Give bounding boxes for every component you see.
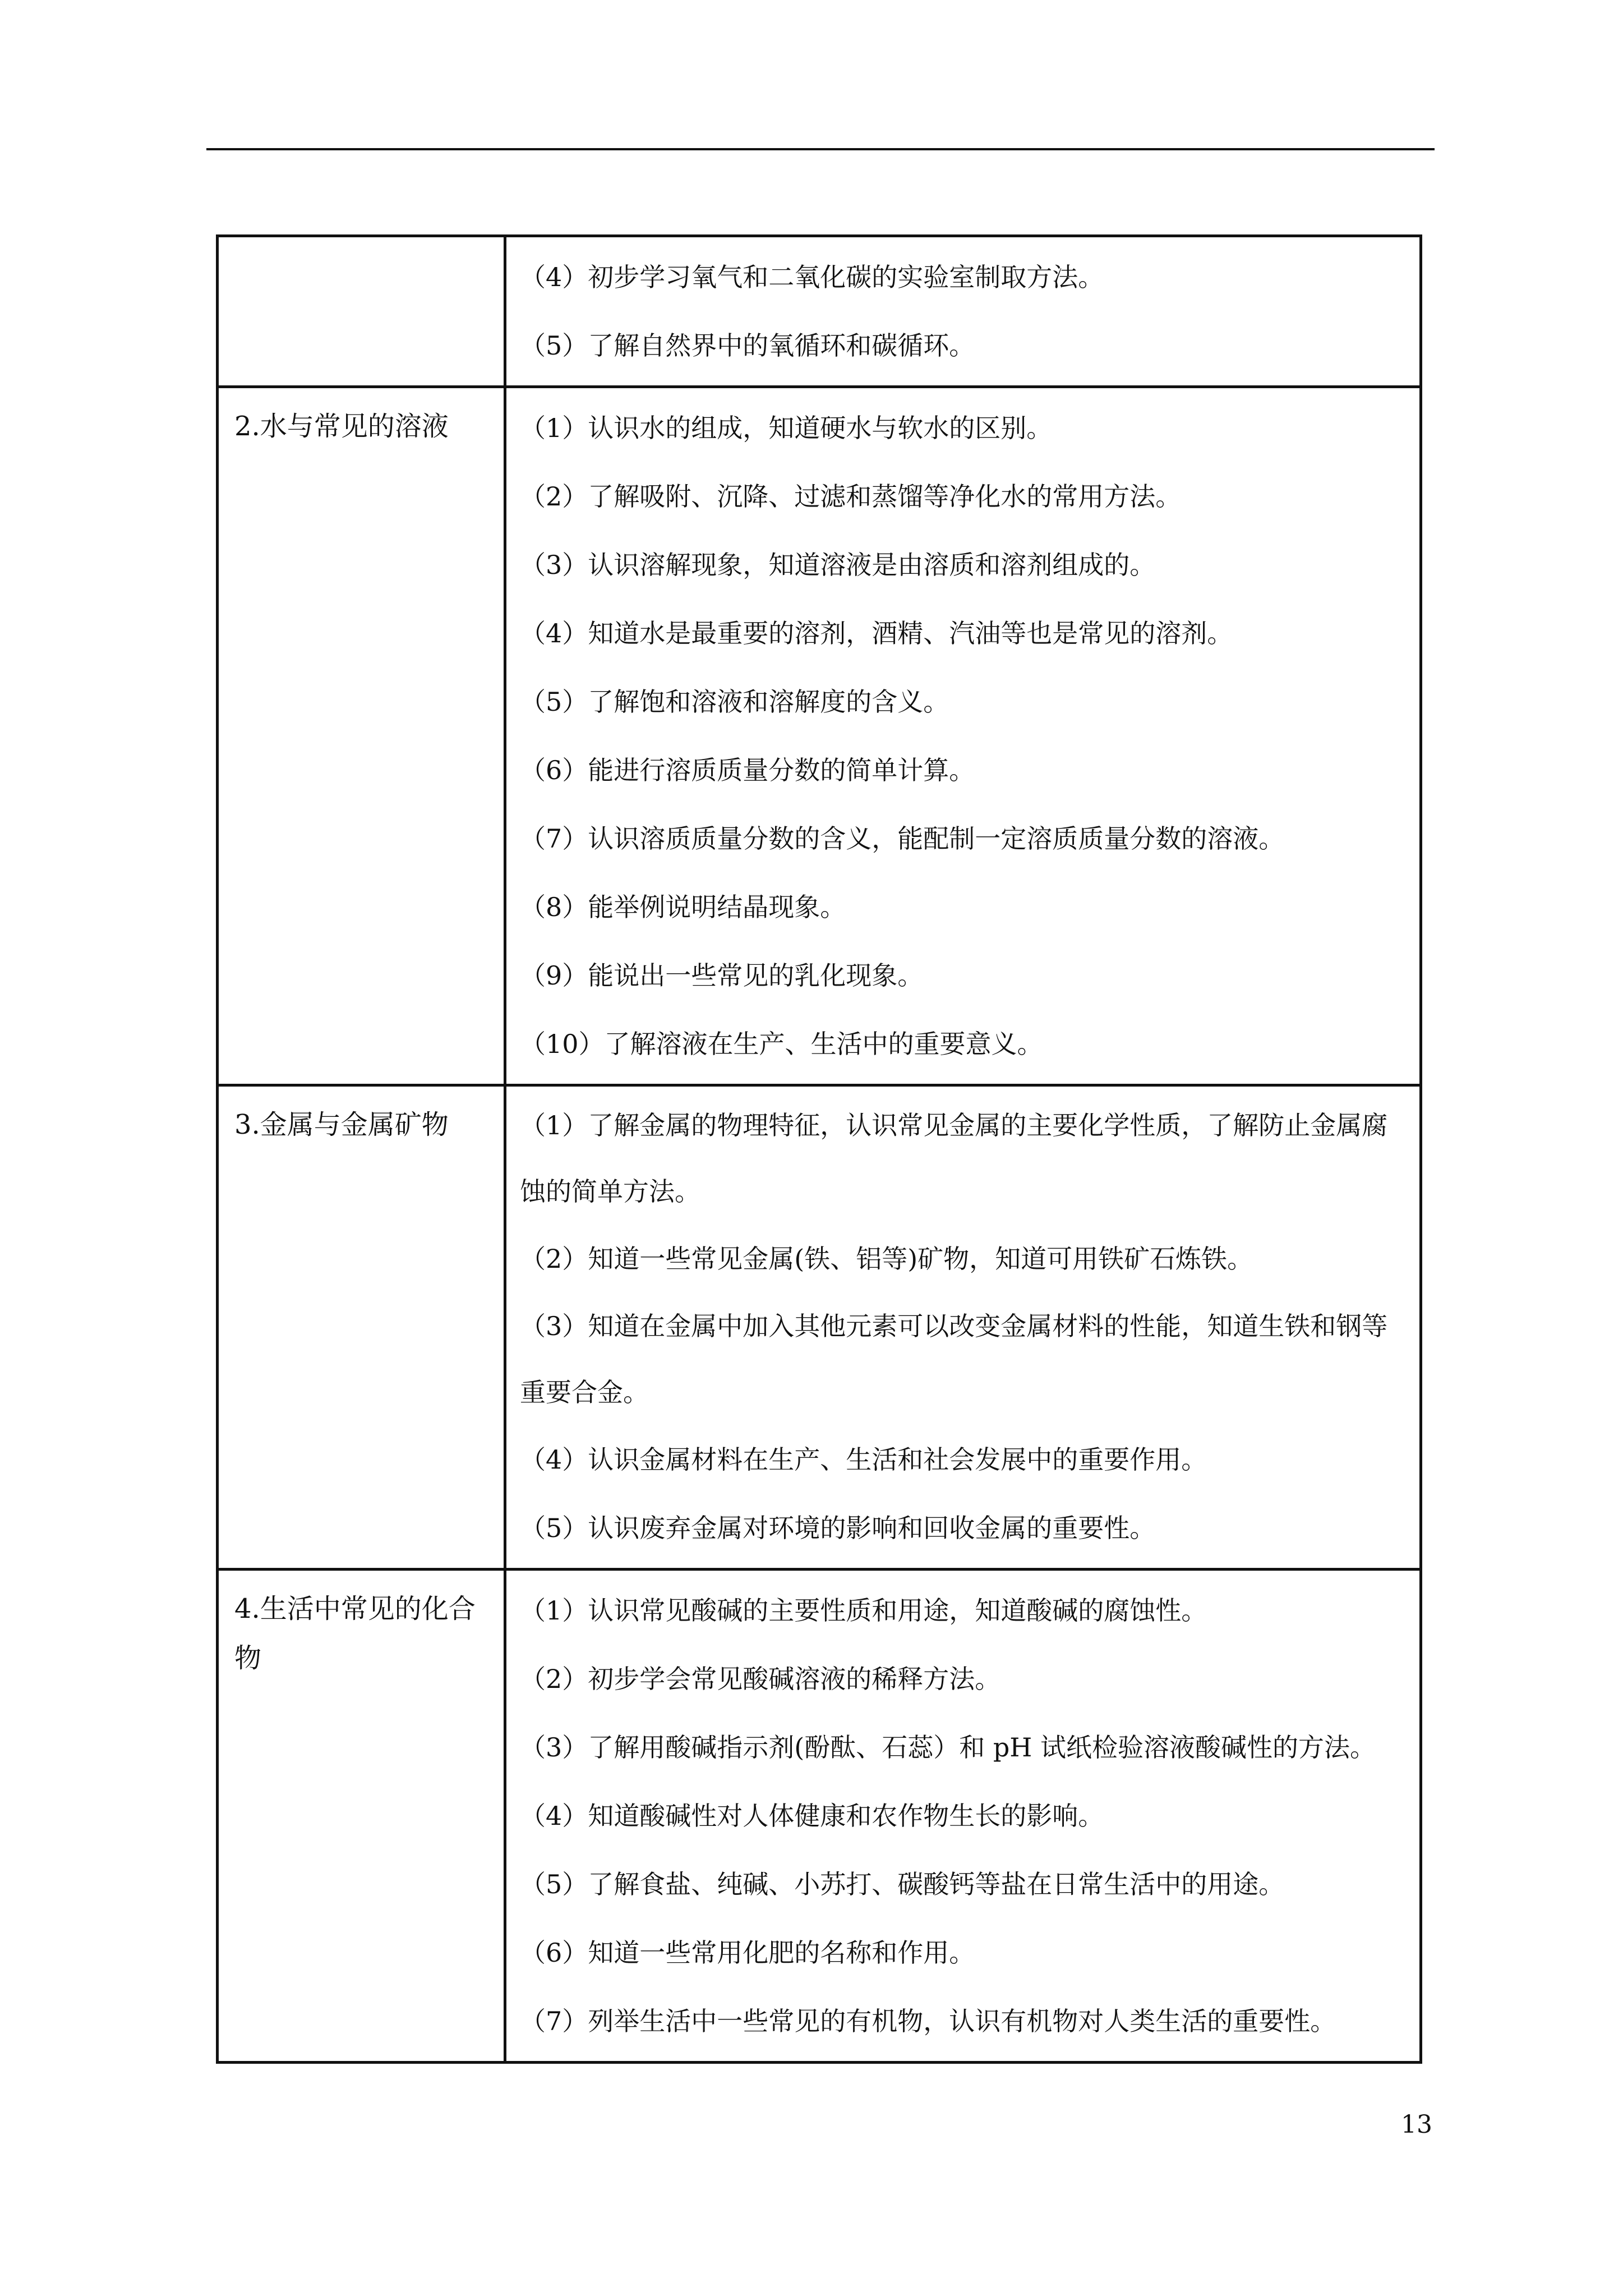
items-cell (505, 387, 1421, 1085)
page-number: 13 (1401, 2110, 1432, 2139)
list-item: （5）了解自然界中的氧循环和碳循环。 (520, 330, 975, 361)
list-item: （1）认识常见酸碱的主要性质和用途，知道酸碱的腐蚀性。 (520, 1595, 1207, 1626)
list-item: （5）了解饱和溶液和溶解度的含义。 (520, 687, 949, 717)
list-item: （5）认识废弃金属对环境的影响和回收金属的重要性。 (520, 1513, 1156, 1543)
list-item: （9）能说出一些常见的乳化现象。 (520, 960, 924, 991)
list-item: （2）知道一些常见金属(铁、铝等)矿物，知道可用铁矿石炼铁。 (520, 1244, 1253, 1274)
list-item: （1）认识水的组成，知道硬水与软水的区别。 (520, 413, 1053, 443)
list-item: （8）能举例说明结晶现象。 (520, 892, 846, 922)
table-row (218, 387, 1421, 1085)
topic-cell: 4.生活中常见的化合物 (218, 1570, 505, 2063)
curriculum-standards-table (216, 234, 1422, 2064)
list-item: （1）了解金属的物理特征，认识常见金属的主要化学性质，了解防止金属腐蚀的简单方法。 (520, 1110, 1388, 1207)
list-item: （3）知道在金属中加入其他元素可以改变金属材料的性能，知道生铁和钢等重要合金。 (520, 1311, 1388, 1407)
list-item: （4）初步学习氧气和二氧化碳的实验室制取方法。 (520, 262, 1104, 292)
items-cell (505, 1085, 1421, 1570)
list-item: （2）了解吸附、沉降、过滤和蒸馏等净化水的常用方法。 (520, 481, 1182, 512)
list-item: （6）知道一些常用化肥的名称和作用。 (520, 1938, 975, 1968)
list-item: （3）了解用酸碱指示剂(酚酞、石蕊）和 pH 试纸检验溶液酸碱性的方法。 (520, 1732, 1376, 1763)
list-item: （10）了解溶液在生产、生活中的重要意义。 (520, 1029, 1043, 1059)
list-item: （2）初步学会常见酸碱溶液的稀释方法。 (520, 1664, 1001, 1694)
list-item: （4）知道水是最重要的溶剂，酒精、汽油等也是常见的溶剂。 (520, 618, 1233, 648)
items-cell (505, 1570, 1421, 2063)
items-cell (505, 236, 1421, 387)
list-item: （3）认识溶解现象，知道溶液是由溶质和溶剂组成的。 (520, 550, 1156, 580)
table-row (218, 1570, 1421, 2063)
list-item: （5）了解食盐、纯碱、小苏打、碳酸钙等盐在日常生活中的用途。 (520, 1869, 1285, 1899)
topic-cell (218, 236, 505, 387)
list-item: （7）列举生活中一些常见的有机物，认识有机物对人类生活的重要性。 (520, 2006, 1336, 2036)
table-row (218, 236, 1421, 387)
list-item: （4）知道酸碱性对人体健康和农作物生长的影响。 (520, 1801, 1104, 1831)
topic-cell: 2.水与常见的溶液 (218, 387, 505, 1085)
list-item: （6）能进行溶质质量分数的简单计算。 (520, 755, 975, 785)
table-row (218, 1085, 1421, 1570)
list-item: （4）认识金属材料在生产、生活和社会发展中的重要作用。 (520, 1444, 1207, 1475)
list-item: （7）认识溶质质量分数的含义，能配制一定溶质质量分数的溶液。 (520, 823, 1285, 854)
header-rule (206, 148, 1435, 150)
topic-cell: 3.金属与金属矿物 (218, 1085, 505, 1570)
